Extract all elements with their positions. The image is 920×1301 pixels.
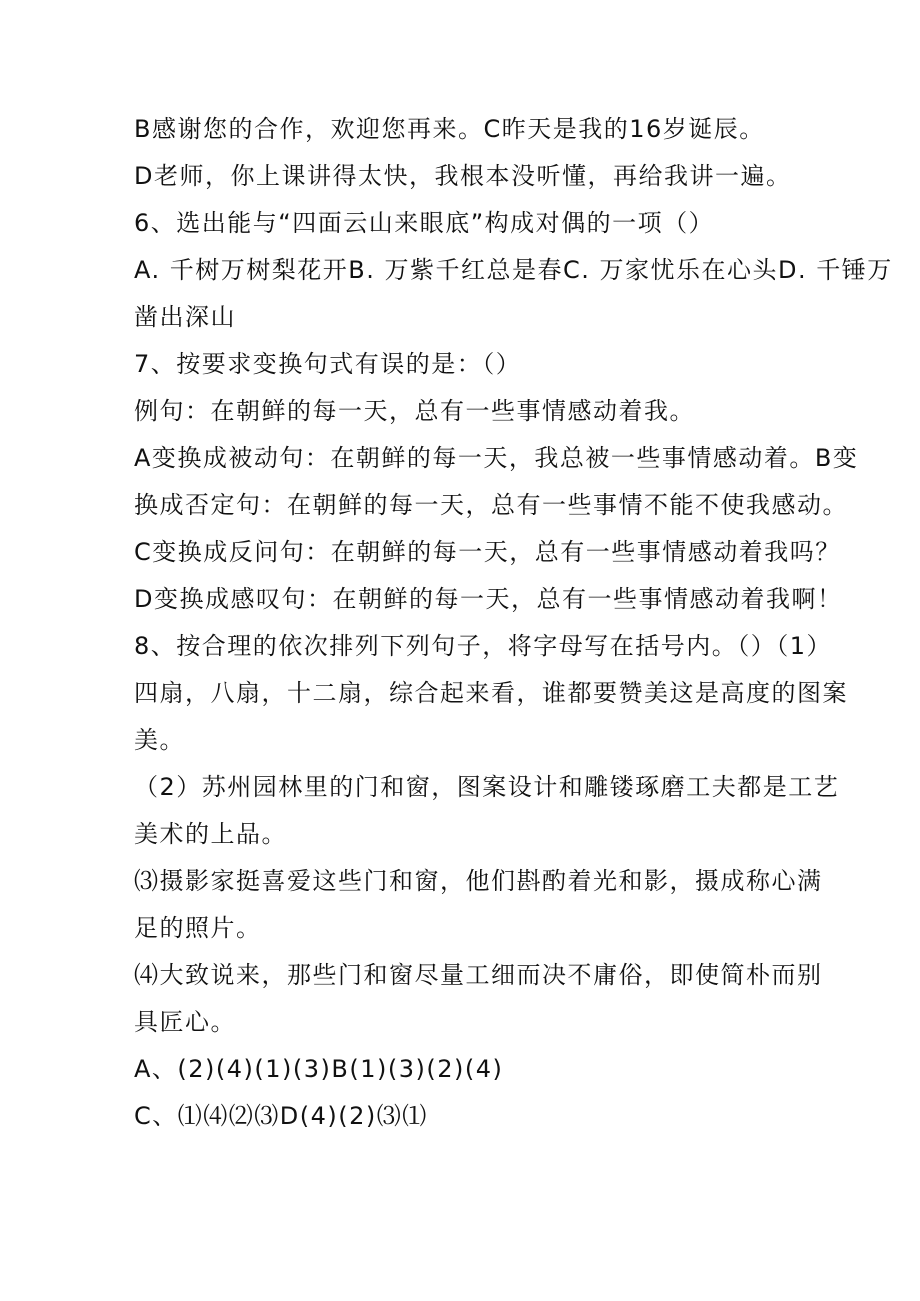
question-8-sentence-3-cont: 足的照片。 (134, 914, 262, 942)
question-8-options-ab: A、(2)(4)(1)(3)B(1)(3)(2)(4) (134, 1055, 504, 1083)
question-8-sentence-2: （2）苏州园林里的门和窗，图案设计和雕镂琢磨工夫都是工艺 (134, 773, 840, 801)
question-7-option-c: C变换成反问句：在朝鲜的每一天，总有一些事情感动着我吗？ (134, 538, 841, 566)
question-8-sentence-1: 四扇，八扇，十二扇，综合起来看，谁都要赞美这是高度的图案 (134, 679, 848, 707)
question-8-sentence-3: ⑶摄影家挺喜爱这些门和窗，他们斟酌着光和影，摄成称心满 (134, 867, 823, 895)
question-7-option-a: A变换成被动句：在朝鲜的每一天，我总被一些事情感动着。B变 (134, 444, 859, 472)
question-7: 7、按要求变换句式有误的是：（） (134, 350, 522, 378)
question-7-example: 例句：在朝鲜的每一天，总有一些事情感动着我。 (134, 397, 695, 425)
question-7-option-b: 换成否定句：在朝鲜的每一天，总有一些事情不能不使我感动。 (134, 491, 848, 519)
question-6-options-cont: 凿出深山 (134, 303, 236, 331)
question-7-option-d: D变换成感叹句：在朝鲜的每一天，总有一些事情感动着我啊！ (134, 585, 843, 613)
question-6-options: A. 千树万树梨花开B. 万紫千红总是春C. 万家忧乐在心头D. 千锤万 (134, 256, 893, 284)
question-8-sentence-2-cont: 美术的上品。 (134, 820, 287, 848)
question-8-sentence-4: ⑷大致说来，那些门和窗尽量工细而决不庸俗，即使简朴而别 (134, 961, 823, 989)
question-8-options-cd: C、⑴⑷⑵⑶D(4)(2)⑶⑴ (134, 1102, 428, 1130)
question-8-sentence-4-cont: 具匠心。 (134, 1008, 236, 1036)
question-8-sentence-1-cont: 美。 (134, 726, 185, 754)
question-8: 8、按合理的依次排列下列句子，将字母写在括号内。（）（1） (134, 632, 833, 660)
text-line-2: D老师，你上课讲得太快，我根本没听懂，再给我讲一遍。 (134, 162, 792, 190)
text-line-1: B感谢您的合作，欢迎您再来。C昨天是我的16岁诞辰。 (134, 115, 765, 143)
document-page (134, 106, 893, 1140)
question-6: 6、选出能与“四面云山来眼底”构成对偶的一项（） (134, 209, 715, 237)
